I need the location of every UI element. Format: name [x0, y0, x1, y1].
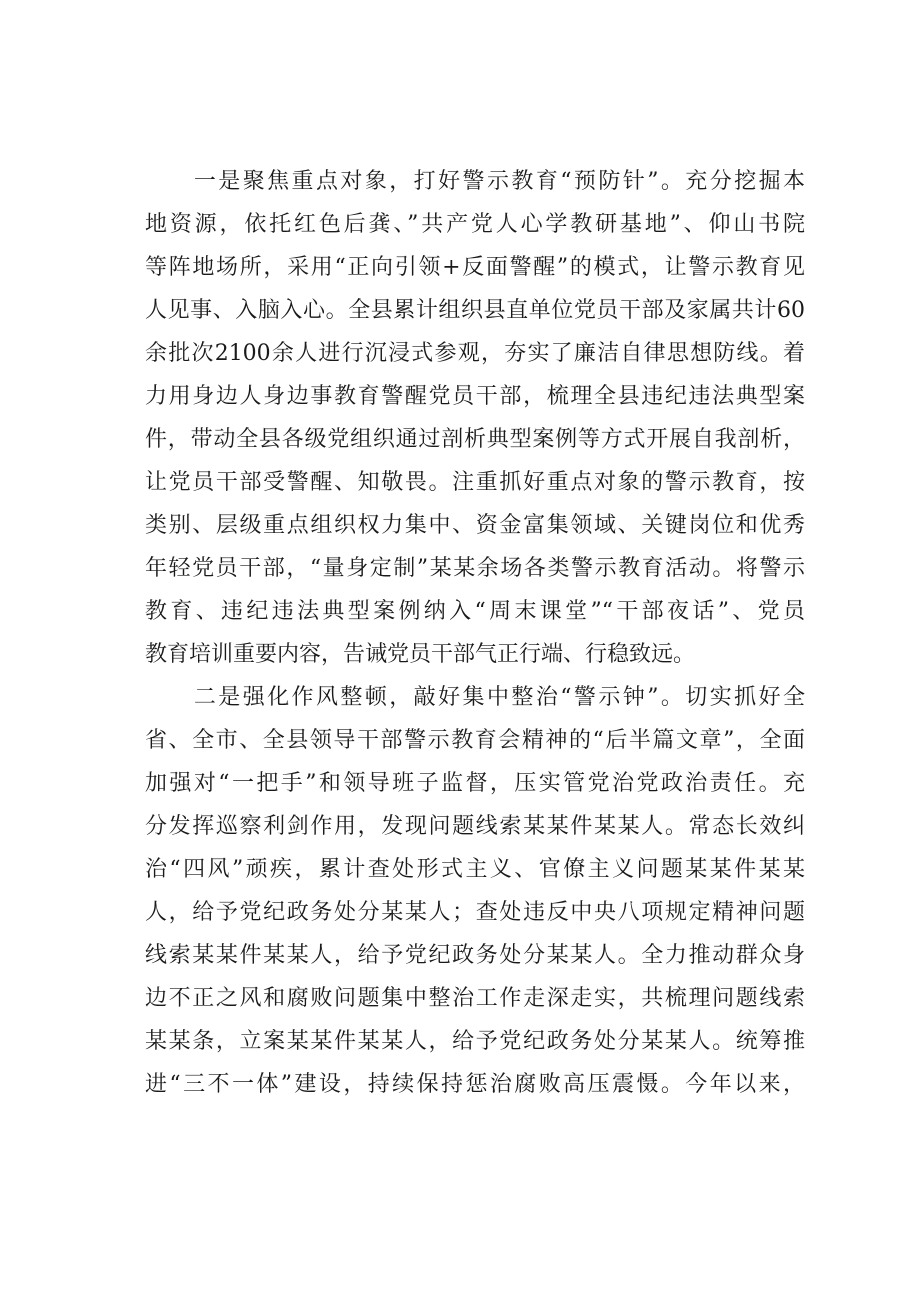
- paragraph-2-line: 线索某某件某某人，给予党纪政务处分某某人。全力推动群众身: [145, 943, 805, 968]
- paragraph-2-line: 治“四风”顽疾，累计查处形式主义、官僚主义问题某某件某某: [145, 857, 805, 882]
- paragraph-1-line: 年轻党员干部，“量身定制”某某余场各类警示教育活动。将警示: [145, 556, 805, 581]
- paragraph-1-line: 让党员干部受警醒、知敬畏。注重抓好重点对象的警示教育，按: [145, 470, 805, 495]
- paragraph-1-line: 等阵地场所，采用“正向引领+反面警醒”的模式，让警示教育见: [145, 255, 805, 280]
- paragraph-1-line: 人见事、入脑入心。全县累计组织县直单位党员干部及家属共计60: [145, 298, 805, 323]
- paragraph-2-line: 进“三不一体”建设，持续保持惩治腐败高压震慑。今年以来，: [145, 1072, 805, 1097]
- paragraph-2-line: 省、全市、全县领导干部警示教育会精神的“后半篇文章”，全面: [145, 728, 805, 753]
- body-text: [145, 160, 805, 1106]
- paragraph-1-line: 地资源，依托红色后龚、”共产党人心学教研基地”、仰山书院: [145, 212, 805, 237]
- paragraph-2-line: 边不正之风和腐败问题集中整治工作走深走实，共梳理问题线索: [145, 986, 805, 1011]
- paragraph-1-line: 余批次2100余人进行沉浸式参观，夯实了廉洁自律思想防线。着: [145, 341, 805, 366]
- paragraph-1-line: 一是聚焦重点对象，打好警示教育“预防针”。充分挖掘本: [145, 169, 805, 194]
- paragraph-2-line: 二是强化作风整顿，敲好集中整治“警示钟”。切实抓好全: [145, 685, 805, 710]
- paragraph-2-line: 分发挥巡察利剑作用，发现问题线索某某件某某人。常态长效纠: [145, 814, 805, 839]
- paragraph-1-line: 力用身边人身边事教育警醒党员干部，梳理全县违纪违法典型案: [145, 384, 805, 409]
- paragraph-2-line: 加强对“一把手”和领导班子监督，压实管党治党政治责任。充: [145, 771, 805, 796]
- paragraph-2-line: 人，给予党纪政务处分某某人；查处违反中央八项规定精神问题: [145, 900, 805, 925]
- paragraph-1-line: 类别、层级重点组织权力集中、资金富集领域、关键岗位和优秀: [145, 513, 805, 538]
- paragraph-1-last-line: 教育培训重要内容，告诫党员干部气正行端、行稳致远。: [145, 642, 696, 667]
- paragraph-2-line: 某某条，立案某某件某某人，给予党纪政务处分某某人。统筹推: [145, 1029, 805, 1054]
- paragraph-1-line: 件，带动全县各级党组织通过剖析典型案例等方式开展自我剖析，: [145, 427, 805, 452]
- paragraph-1-line: 教育、违纪违法典型案例纳入“周末课堂”“干部夜话”、党员: [145, 599, 805, 624]
